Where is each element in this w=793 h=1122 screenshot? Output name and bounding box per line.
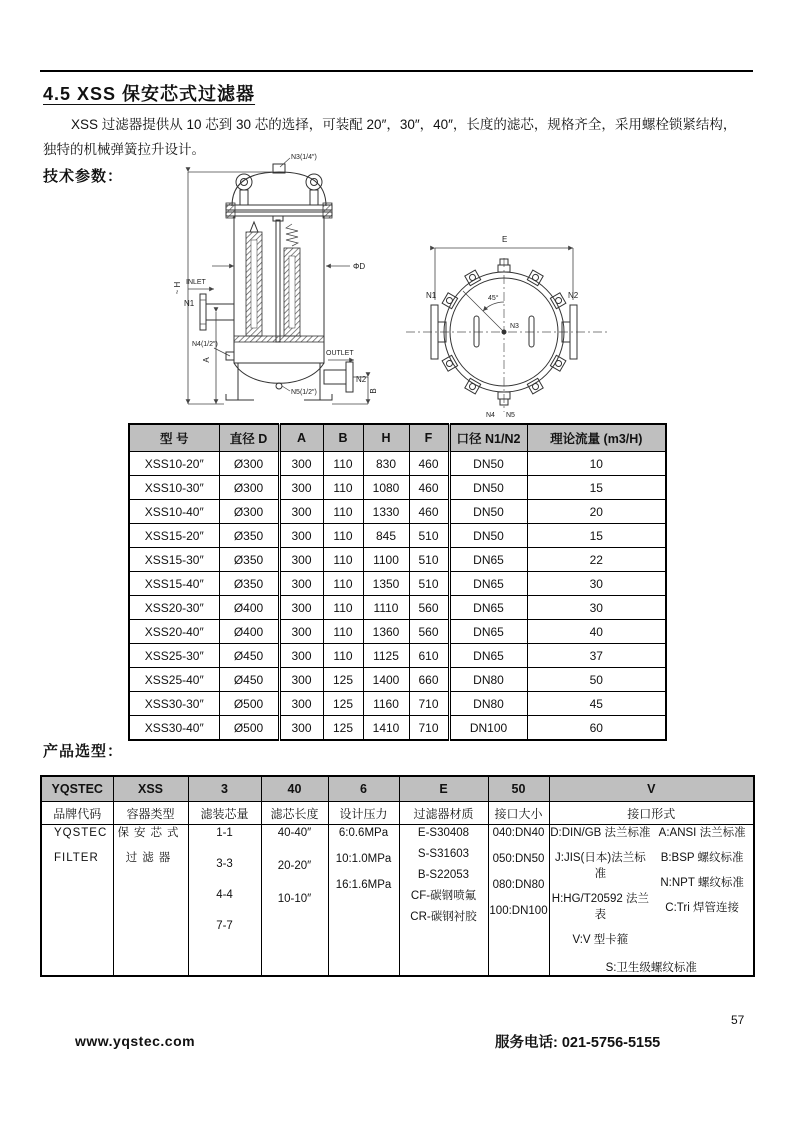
table-cell: 300 — [279, 476, 323, 500]
table-cell: 1080 — [363, 476, 409, 500]
table-cell: Ø300 — [219, 500, 279, 524]
selection-body-row — [41, 825, 754, 977]
cartridge-qty-option: 7-7 — [216, 920, 233, 932]
table-cell: Ø450 — [219, 644, 279, 668]
table-cell: XSS10-30″ — [129, 476, 219, 500]
table-cell: 300 — [279, 620, 323, 644]
table-cell: 1125 — [363, 644, 409, 668]
table-cell: DN65 — [449, 596, 527, 620]
table-cell: 60 — [527, 716, 666, 741]
table-cell: 830 — [363, 452, 409, 476]
table-cell: 1410 — [363, 716, 409, 741]
port-size-option: 100:DN100 — [489, 905, 548, 917]
top-n3-label: N3 — [510, 323, 519, 330]
design-pressure-option: 16:1.6MPa — [335, 879, 392, 891]
brand-cell — [41, 825, 113, 977]
intro-line-1: XSS 过滤器提供从 10 芯到 30 芯的选择，可装配 20″，30″，40″，长度的滤芯，规格齐全，采用螺栓锁紧结构， — [71, 117, 737, 132]
cartridge-qty-option: 1-1 — [216, 827, 233, 839]
code-cell: 6 — [328, 776, 399, 802]
table-cell: 1100 — [363, 548, 409, 572]
table-cell: 300 — [279, 572, 323, 596]
table-cell: 37 — [527, 644, 666, 668]
label-cell: 设计压力 — [328, 802, 399, 825]
design-pressure-option: 6:0.6MPa — [338, 827, 389, 839]
table-cell: 460 — [409, 500, 449, 524]
code-cell: 3 — [188, 776, 261, 802]
table-cell: 510 — [409, 548, 449, 572]
material-option: B-S22053 — [417, 869, 470, 881]
outlet-label: OUTLET — [326, 350, 354, 357]
table-cell: DN80 — [449, 668, 527, 692]
table-cell: 300 — [279, 524, 323, 548]
port-type-grid — [550, 825, 754, 957]
table-cell: 1160 — [363, 692, 409, 716]
selection-code-row — [41, 776, 754, 802]
table-row — [129, 524, 666, 548]
table-cell: 660 — [409, 668, 449, 692]
cartridge-qty-option: 3-3 — [216, 858, 233, 870]
port-size-option: 040:DN40 — [492, 827, 545, 839]
spec-header-cell: A — [279, 424, 323, 452]
spec-header-row — [129, 424, 666, 452]
port-type-right-col — [651, 825, 753, 957]
table-cell: 110 — [323, 548, 363, 572]
table-cell: Ø500 — [219, 692, 279, 716]
spec-header-cell: B — [323, 424, 363, 452]
port-type-option: J:JIS(日本)法兰标准 — [555, 852, 646, 880]
material-option: E-S30408 — [417, 827, 470, 839]
port-type-left-col — [550, 825, 652, 957]
spec-header-cell: H — [363, 424, 409, 452]
table-row — [129, 668, 666, 692]
label-cell: 接口大小 — [488, 802, 549, 825]
table-cell: XSS20-40″ — [129, 620, 219, 644]
brand-line: YQSTEC — [54, 827, 108, 839]
port-size-option: 080:DN80 — [492, 879, 545, 891]
design-pressure-cell — [328, 825, 399, 977]
nozzle-n4-label: N4(1/2″) — [192, 341, 218, 348]
table-cell: XSS30-40″ — [129, 716, 219, 741]
code-cell: XSS — [113, 776, 188, 802]
cartridge-length-option: 40-40″ — [277, 827, 312, 839]
code-cell: YQSTEC — [41, 776, 113, 802]
table-row — [129, 596, 666, 620]
vessel-type-line: 保安芯式 — [117, 827, 184, 839]
top-n5-label: N5 — [506, 412, 515, 419]
top-view-drawing — [402, 228, 612, 420]
port-type-option: B:BSP 螺纹标准 — [660, 852, 744, 864]
table-cell: Ø400 — [219, 596, 279, 620]
port-type-option: N:NPT 螺纹标准 — [660, 877, 744, 889]
dim-h-label: ~ H — [173, 281, 182, 295]
table-cell: 20 — [527, 500, 666, 524]
inlet-label: INLET — [186, 279, 206, 286]
table-cell: 510 — [409, 572, 449, 596]
table-cell: Ø350 — [219, 524, 279, 548]
table-cell: 125 — [323, 668, 363, 692]
material-option: S-S31603 — [417, 848, 470, 860]
spec-table — [128, 423, 667, 741]
spec-table-body — [129, 452, 666, 741]
table-cell: 300 — [279, 548, 323, 572]
nozzle-n1-label: N1 — [184, 299, 195, 308]
table-cell: 10 — [527, 452, 666, 476]
table-cell: XSS30-30″ — [129, 692, 219, 716]
nozzle-n5-label: N5(1/2″) — [291, 389, 317, 396]
table-row — [129, 548, 666, 572]
code-cell: 40 — [261, 776, 328, 802]
top-n1-label: N1 — [426, 291, 437, 300]
table-cell: 110 — [323, 452, 363, 476]
port-type-bottom-option: S:卫生级螺纹标准 — [605, 962, 697, 974]
table-cell: 30 — [527, 596, 666, 620]
table-cell: 110 — [323, 620, 363, 644]
table-cell: DN100 — [449, 716, 527, 741]
table-cell: Ø350 — [219, 572, 279, 596]
table-cell: DN50 — [449, 476, 527, 500]
table-cell: 845 — [363, 524, 409, 548]
table-cell: Ø300 — [219, 452, 279, 476]
table-cell: DN50 — [449, 500, 527, 524]
table-cell: 15 — [527, 476, 666, 500]
nozzle-n2-label: N2 — [356, 375, 367, 384]
table-cell: 460 — [409, 476, 449, 500]
front-view-drawing — [172, 148, 404, 422]
selection-label: 产品选型： — [43, 743, 124, 760]
footer-website: www.yqstec.com — [75, 1033, 196, 1049]
table-row — [129, 620, 666, 644]
table-cell: 1360 — [363, 620, 409, 644]
code-cell: 50 — [488, 776, 549, 802]
table-cell: 125 — [323, 692, 363, 716]
table-cell: 110 — [323, 644, 363, 668]
label-cell: 过滤器材质 — [399, 802, 488, 825]
label-cell: 滤芯长度 — [261, 802, 328, 825]
dim-a-label: A — [202, 357, 211, 363]
table-cell: Ø300 — [219, 476, 279, 500]
top-n4-label: N4 — [486, 412, 495, 419]
table-row — [129, 692, 666, 716]
table-cell: XSS25-30″ — [129, 644, 219, 668]
page-number: 57 — [731, 1013, 745, 1027]
vessel-type-cell — [113, 825, 188, 977]
spec-header-cell: F — [409, 424, 449, 452]
table-cell: 1350 — [363, 572, 409, 596]
table-cell: 30 — [527, 572, 666, 596]
label-cell: 品牌代码 — [41, 802, 113, 825]
table-cell: 300 — [279, 452, 323, 476]
selection-table — [40, 775, 755, 977]
dim-e-label: E — [502, 235, 508, 244]
port-type-option: V:V 型卡箍 — [572, 934, 629, 946]
angle-label: 45° — [488, 295, 499, 302]
table-cell: 710 — [409, 716, 449, 741]
table-cell: 15 — [527, 524, 666, 548]
table-row — [129, 452, 666, 476]
table-cell: 110 — [323, 500, 363, 524]
table-cell: 560 — [409, 620, 449, 644]
table-cell: 110 — [323, 596, 363, 620]
table-cell: 300 — [279, 596, 323, 620]
table-cell: Ø500 — [219, 716, 279, 741]
table-cell: 125 — [323, 716, 363, 741]
cartridge-length-cell — [261, 825, 328, 977]
dim-b-label: B — [369, 388, 378, 394]
cartridge-qty-option: 4-4 — [216, 889, 233, 901]
table-cell: DN65 — [449, 644, 527, 668]
brand-line: FILTER — [54, 852, 99, 864]
tech-params-label: 技术参数： — [43, 168, 124, 185]
port-type-option: C:Tri 焊管连接 — [665, 902, 739, 914]
table-row — [129, 716, 666, 741]
table-row — [129, 572, 666, 596]
table-cell: 1330 — [363, 500, 409, 524]
table-cell: XSS10-20″ — [129, 452, 219, 476]
cartridge-length-option: 10-10″ — [277, 893, 312, 905]
table-cell: DN65 — [449, 548, 527, 572]
table-cell: 300 — [279, 668, 323, 692]
material-option: CR-碳钢衬胶 — [410, 911, 477, 923]
table-cell: 110 — [323, 524, 363, 548]
table-cell: 40 — [527, 620, 666, 644]
dim-diameter-label: ΦD — [353, 262, 366, 271]
table-cell: XSS15-40″ — [129, 572, 219, 596]
label-cell: 接口形式 — [549, 802, 754, 825]
table-cell: 710 — [409, 692, 449, 716]
table-cell: 45 — [527, 692, 666, 716]
selection-label-row — [41, 802, 754, 825]
table-cell: 300 — [279, 644, 323, 668]
table-cell: 300 — [279, 500, 323, 524]
footer-service-phone: 服务电话: 021-5756-5155 — [495, 1035, 661, 1051]
table-cell: 50 — [527, 668, 666, 692]
header-rule — [40, 70, 753, 72]
table-cell: DN50 — [449, 524, 527, 548]
table-cell: XSS15-20″ — [129, 524, 219, 548]
code-cell: E — [399, 776, 488, 802]
table-cell: XSS25-40″ — [129, 668, 219, 692]
table-cell: 460 — [409, 452, 449, 476]
table-row — [129, 644, 666, 668]
table-cell: 22 — [527, 548, 666, 572]
port-type-option: A:ANSI 法兰标准 — [658, 827, 746, 839]
table-cell: 560 — [409, 596, 449, 620]
table-cell: DN65 — [449, 572, 527, 596]
material-option: CF-碳钢喷氟 — [410, 890, 477, 902]
table-cell: Ø400 — [219, 620, 279, 644]
table-cell: 300 — [279, 692, 323, 716]
spec-header-cell: 型 号 — [129, 424, 219, 452]
port-size-option: 050:DN50 — [492, 853, 545, 865]
cartridge-length-option: 20-20″ — [277, 860, 312, 872]
spec-header-cell: 口径 N1/N2 — [449, 424, 527, 452]
cartridge-qty-cell — [188, 825, 261, 977]
table-cell: 510 — [409, 524, 449, 548]
nozzle-n3-label: N3(1/4″) — [291, 154, 317, 161]
port-type-option: D:DIN/GB 法兰标准 — [550, 827, 651, 839]
table-cell: XSS10-40″ — [129, 500, 219, 524]
table-row — [129, 500, 666, 524]
top-n2-label: N2 — [568, 291, 579, 300]
design-pressure-option: 10:1.0MPa — [335, 853, 392, 865]
spec-header-cell: 直径 D — [219, 424, 279, 452]
table-cell: 110 — [323, 572, 363, 596]
table-cell: 610 — [409, 644, 449, 668]
port-size-cell — [488, 825, 549, 977]
table-cell: 110 — [323, 476, 363, 500]
table-cell: XSS20-30″ — [129, 596, 219, 620]
table-cell: 1400 — [363, 668, 409, 692]
page-title: 4.5 XSS 保安芯式过滤器 — [43, 84, 256, 104]
spec-header-cell: 理论流量 (m3/H) — [527, 424, 666, 452]
port-type-option: H:HG/T20592 法兰表 — [551, 893, 649, 921]
material-cell — [399, 825, 488, 977]
table-row — [129, 476, 666, 500]
table-cell: DN50 — [449, 452, 527, 476]
table-cell: Ø450 — [219, 668, 279, 692]
port-type-cell — [549, 825, 754, 977]
label-cell: 容器类型 — [113, 802, 188, 825]
table-cell: DN80 — [449, 692, 527, 716]
table-cell: DN65 — [449, 620, 527, 644]
table-cell: 1110 — [363, 596, 409, 620]
label-cell: 滤装芯量 — [188, 802, 261, 825]
table-cell: XSS15-30″ — [129, 548, 219, 572]
intro-line-2: 独特的机械弹簧拉升设计。 — [43, 142, 205, 157]
table-cell: Ø350 — [219, 548, 279, 572]
table-cell: 300 — [279, 716, 323, 741]
code-cell: V — [549, 776, 754, 802]
vessel-type-line: 过滤器 — [125, 852, 176, 864]
